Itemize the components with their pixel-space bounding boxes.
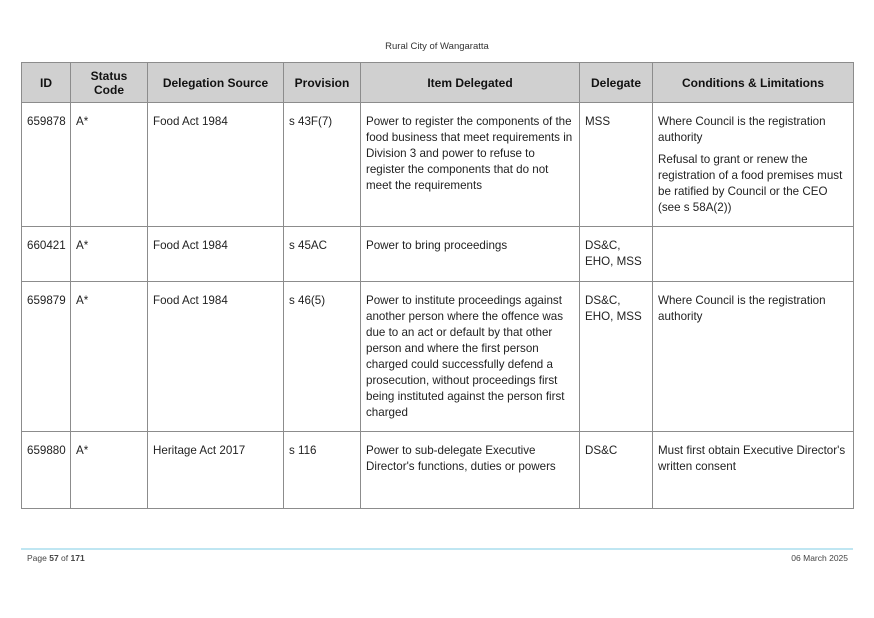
cell-item-delegated: Power to sub-delegate Executive Director's functions, duties or powers [361,432,580,509]
table-row [22,227,854,282]
page-prefix: Page [27,553,50,563]
table-row [22,282,854,432]
cell-status-code: A* [71,227,148,282]
total-pages: 171 [70,553,85,563]
column-header-delegate: Delegate [580,63,653,103]
footer-date: 06 March 2025 [791,553,848,563]
cell-id: 660421 [22,227,71,282]
cell-delegate: DS&C, EHO, MSS [580,227,653,282]
cell-item-delegated: Power to bring proceedings [361,227,580,282]
cell-id: 659880 [22,432,71,509]
cell-delegate: DS&C, EHO, MSS [580,282,653,432]
cell-delegation-source: Food Act 1984 [148,103,284,227]
cell-delegate: MSS [580,103,653,227]
cell-provision: s 46(5) [284,282,361,432]
page-header-title: Rural City of Wangaratta [385,41,489,52]
column-header-conditions: Conditions & Limitations [653,63,854,103]
cell-delegation-source: Food Act 1984 [148,282,284,432]
cell-item-delegated: Power to institute proceedings against another person where the offence was due to an act or default by that other person and where the first person charged could successfully defend a prosecution, without proceedings first being instituted against the person first charged [361,282,580,432]
delegations-table [21,62,854,509]
cell-id: 659879 [22,282,71,432]
condition-text: Where Council is the registration authority [658,294,826,323]
column-header-delegation-source: Delegation Source [148,63,284,103]
cell-conditions [653,103,854,227]
condition-text: Refusal to grant or renew the registration of a food premises must be ratified by Council or the CEO (see s 58A(2)) [658,153,843,214]
column-header-item-delegated: Item Delegated [361,63,580,103]
current-page: 57 [49,553,59,563]
cell-id: 659878 [22,103,71,227]
table-row [22,432,854,509]
page-number [27,553,85,563]
column-header-provision: Provision [284,63,361,103]
cell-conditions [653,227,854,282]
cell-conditions [653,432,854,509]
cell-provision: s 45AC [284,227,361,282]
condition-text: Where Council is the registration authority [658,115,826,144]
cell-delegation-source: Food Act 1984 [148,227,284,282]
cell-status-code: A* [71,432,148,509]
column-header-status-code: Status Code [71,63,148,103]
cell-conditions [653,282,854,432]
cell-provision: s 116 [284,432,361,509]
cell-provision: s 43F(7) [284,103,361,227]
cell-delegation-source: Heritage Act 2017 [148,432,284,509]
table-row [22,103,854,227]
footer-divider [21,548,853,550]
cell-delegate: DS&C [580,432,653,509]
condition-text: Must first obtain Executive Director's written consent [658,444,846,473]
column-header-id: ID [22,63,71,103]
table-header-row [22,63,854,103]
cell-item-delegated: Power to register the components of the food business that meet requirements in Division 3 and power to refuse to register the components that do not meet the requirements [361,103,580,227]
cell-status-code: A* [71,282,148,432]
cell-status-code: A* [71,103,148,227]
page-of: of [58,553,71,563]
